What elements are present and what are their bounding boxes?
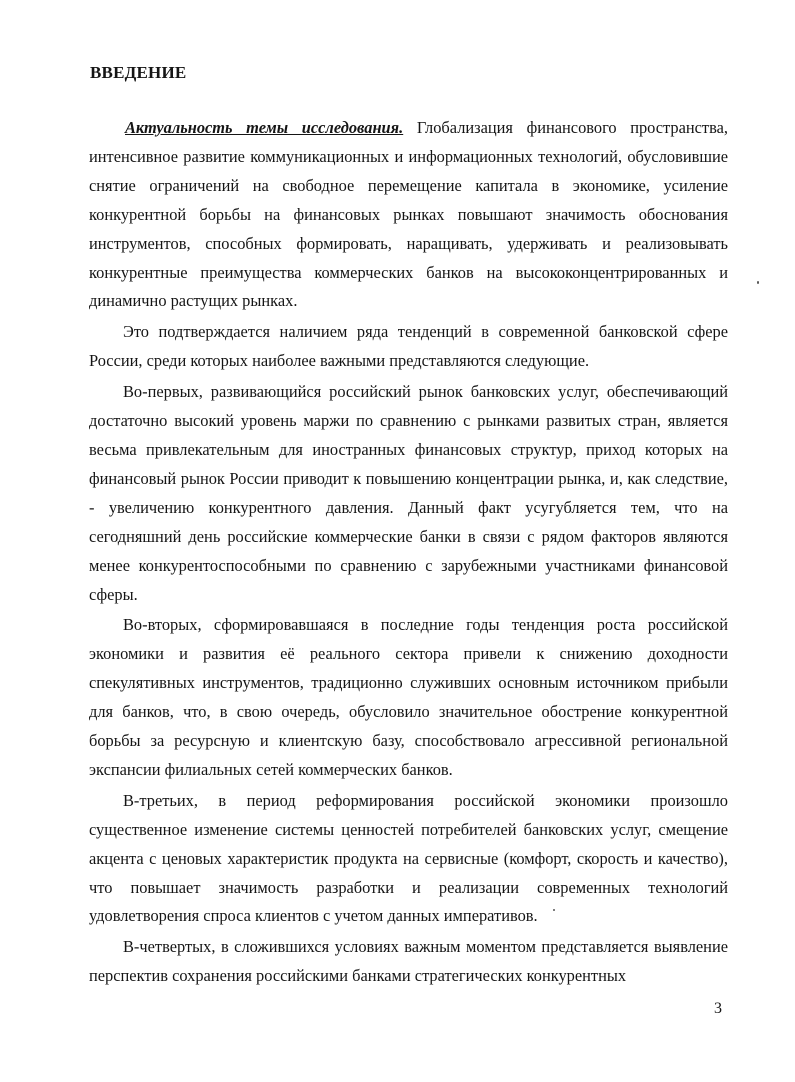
- paragraph-relevance: [89, 114, 728, 316]
- lead-term: Актуальность темы исследования.: [125, 118, 404, 137]
- paragraph-trends: Это подтверждается наличием ряда тенденций в современной банковской сфере России, среди которых наиболее важными представляются следующие.: [89, 322, 728, 371]
- page-title: ВВЕДЕНИЕ: [90, 63, 187, 82]
- body-text: [89, 114, 728, 993]
- scan-speck: [757, 281, 759, 284]
- page-number: 3: [714, 1000, 722, 1017]
- paragraph-first: Во-первых, развивающийся российский рынок банковских услуг, обеспечивающий достаточно высокий уровень маржи по сравнению с рынками развитых стран, является весьма привлекательным для иностранных финансовых структур, приход которых на финансовый рынок России приводит к повышению концентрации рынка, и, как следствие, - увеличению конкурентного давления. Данный факт усугубляется тем, что на сегодняшний день российские коммерческие банки в связи с рядом факторов являются менее конкурентоспособными по сравнению с зарубежными участниками финансовой сферы.: [89, 382, 728, 604]
- scan-speck: [553, 909, 555, 911]
- paragraph-third: В-третьих, в период реформирования российской экономики произошло существенное изменение системы ценностей потребителей банковских услуг, смещение акцента с ценовых характеристик продукта на сервисные (комфорт, скорость и качество), что повышает значимость разработки и реализации современных технологий удовлетворения спроса клиентов с учетом данных императивов.: [89, 790, 728, 926]
- paragraph-second: Во-вторых, сформировавшаяся в последние годы тенденция роста российской экономики и развития её реального сектора привели к снижению доходности спекулятивных инструментов, традиционно служивших основным источником прибыли для банков, что, в свою очередь, обусловило значительное обострение конкурентной борьбы за ресурсную и клиентскую базу, способствовало агрессивной региональной экспансии филиальных сетей коммерческих банков.: [89, 615, 728, 779]
- paragraph-fourth: В-четвертых, в сложившихся условиях важным моментом представляется выявление перспектив сохранения российскими банками стратегических конкурентных: [89, 937, 728, 986]
- paragraph-text: Глобализация финансового пространства, интенсивное развитие коммуникационных и информационных технологий, обусловившие снятие ограничений на свободное перемещение капитала в экономике, усиление конкурентной борьбы на финансовых рынках повышают значимость обоснования инструментов, способных формировать, наращивать, удерживать и реализовывать конкурентные преимущества коммерческих банков на высококонцентрированных и динамично растущих рынках.: [89, 118, 728, 311]
